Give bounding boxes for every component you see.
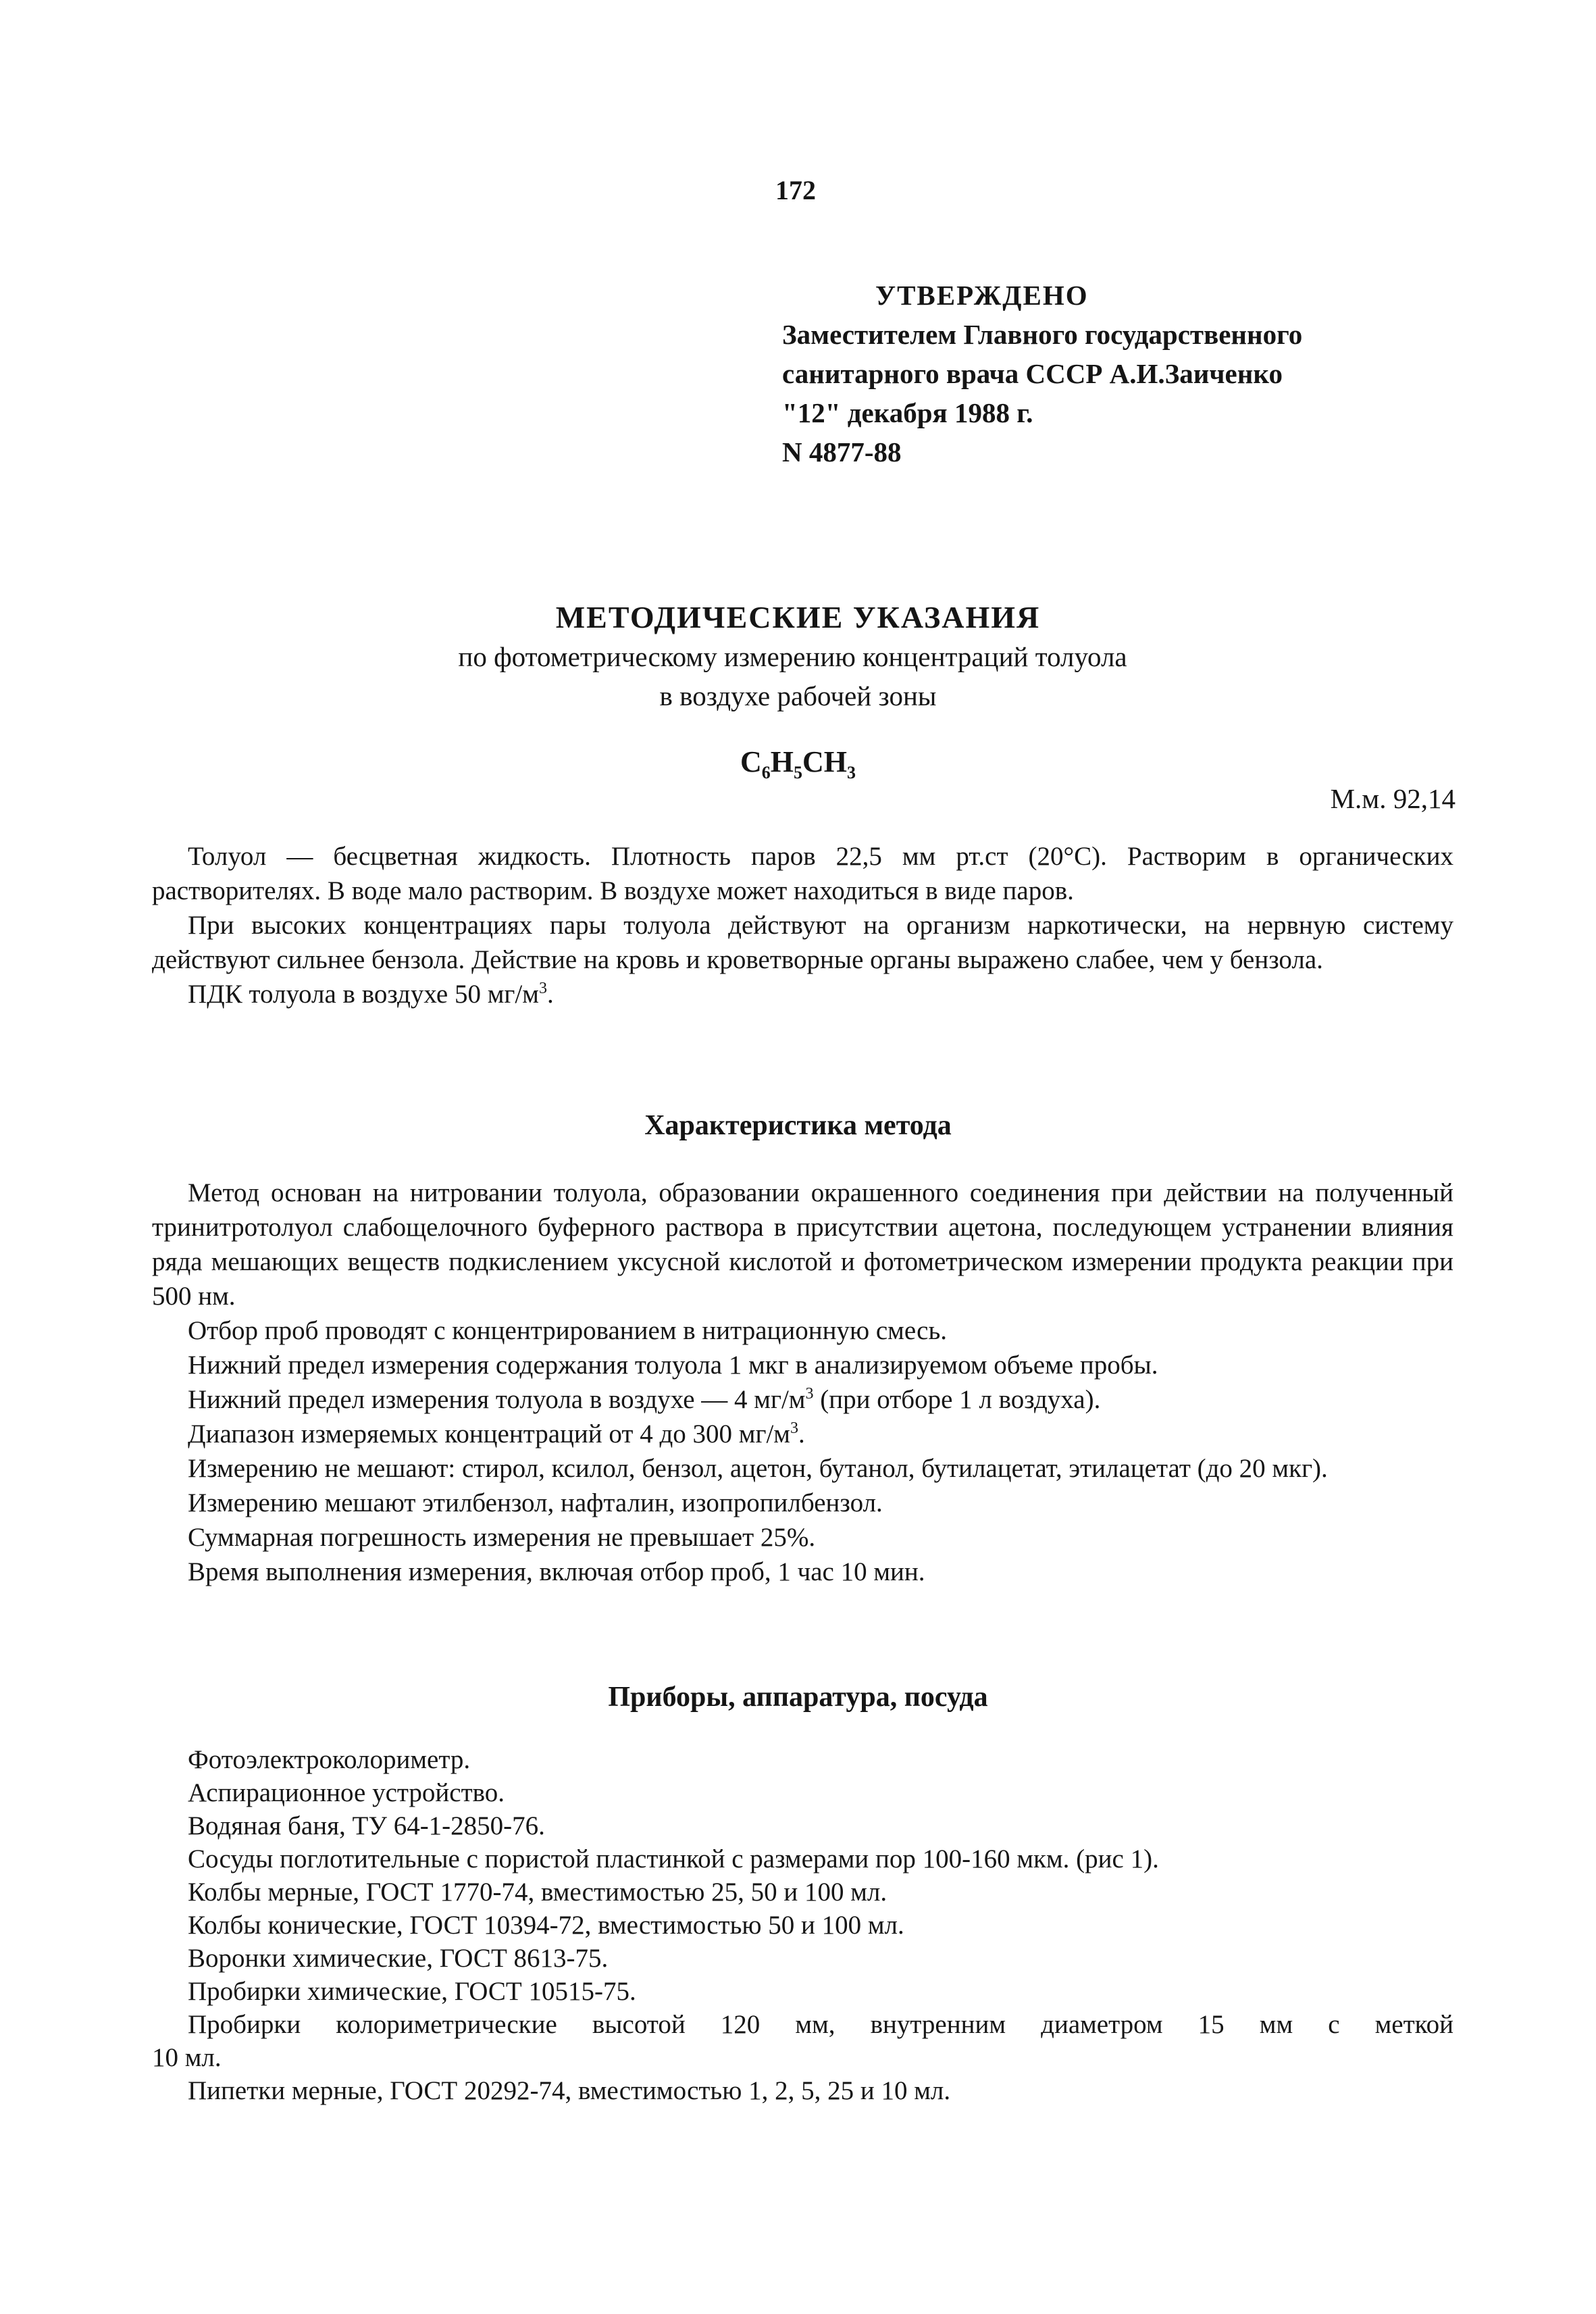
approval-line: санитарного врача СССР А.И.Заиченко bbox=[782, 358, 1283, 389]
paragraph: Время выполнения измерения, включая отбор проб, 1 час 10 мин. bbox=[188, 1557, 925, 1586]
superscript: 3 bbox=[805, 1385, 814, 1403]
list-item-continuation: 10 мл. bbox=[152, 2043, 222, 2072]
page-number: 172 bbox=[775, 175, 816, 205]
method-text bbox=[152, 1176, 1453, 1589]
text-run: . bbox=[798, 1419, 805, 1449]
section-heading: Характеристика метода bbox=[644, 1110, 952, 1141]
equipment-list bbox=[152, 1743, 1453, 2107]
list-item: Пробирки колориметрические высотой 120 мм, внутренним диаметром 15 мм с меткой bbox=[188, 2010, 1453, 2039]
formula-subscript: 3 bbox=[847, 762, 856, 782]
list-item: Аспирационное устройство. bbox=[188, 1778, 505, 1807]
approval-block bbox=[782, 276, 1302, 472]
title-line: в воздухе рабочей зоны bbox=[659, 680, 937, 711]
paragraph: Измерению мешают этилбензол, нафталин, изопропилбензол. bbox=[188, 1488, 883, 1517]
list-item: Колбы мерные, ГОСТ 1770-74, вместимостью 25, 50 и 100 мл. bbox=[188, 1878, 887, 1907]
list-item: Колбы конические, ГОСТ 10394-72, вместимостью 50 и 100 мл. bbox=[188, 1911, 904, 1940]
text-run: Нижний предел измерения толуола в воздухе — 4 мг/м bbox=[188, 1385, 806, 1414]
list-item: Пипетки мерные, ГОСТ 20292-74, вместимостью 1, 2, 5, 25 и 10 мл. bbox=[188, 2076, 951, 2105]
paragraph: Суммарная погрешность измерения не превышает 25%. bbox=[188, 1523, 816, 1552]
paragraph: Измерению не мешают: стирол, ксилол, бензол, ацетон, бутанол, бутилацетат, этилацетат (до 20 мкг). bbox=[188, 1454, 1328, 1483]
formula-part: C bbox=[740, 745, 762, 778]
text-run: . bbox=[546, 980, 554, 1009]
list-item: Пробирки химические, ГОСТ 10515-75. bbox=[188, 1977, 636, 2006]
formula-subscript: 6 bbox=[761, 762, 771, 782]
paragraph: Нижний предел измерения содержания толуола 1 мкг в анализируемом объеме пробы. bbox=[188, 1351, 1158, 1380]
text-run: ПДК толуола в воздухе 50 мг/м bbox=[188, 980, 539, 1009]
paragraph: Метод основан на нитровании толуола, образовании окрашенного соединения при действии на полученный тринитротолуол слабощелочного буферного раствора в присутствии ацетона, последующем устранении влияния ряда мешающих веществ подкислением уксусной кислотой и фотометрическом измерении продукта реакции при 500 нм. bbox=[152, 1178, 1453, 1311]
paragraph bbox=[152, 1382, 1453, 1417]
formula-subscript: 5 bbox=[794, 762, 802, 782]
paragraph bbox=[152, 1417, 1453, 1451]
document-title bbox=[0, 598, 1596, 715]
title-line: по фотометрическому измерению концентраций толуола bbox=[458, 641, 1127, 672]
paragraph: Толуол — бесцветная жидкость. Плотность паров 22,5 мм рт.ст (20°С). Растворим в органических растворителях. В воде мало растворим. В воздухе может находиться в виде паров. bbox=[152, 842, 1453, 905]
paragraph: При высоких концентрациях пары толуола действуют на организм наркотически, на нервную систему действуют сильнее бензола. Действие на кровь и кроветворные органы выражено слабее, чем у бензола. bbox=[152, 911, 1453, 974]
approval-date: "12" декабря 1988 г. bbox=[782, 397, 1033, 428]
list-item: Воронки химические, ГОСТ 8613-75. bbox=[188, 1944, 609, 1973]
text-run: Диапазон измеряемых концентраций от 4 до 300 мг/м bbox=[188, 1419, 790, 1449]
section-heading: Приборы, аппаратура, посуда bbox=[608, 1682, 988, 1713]
chemical-formula bbox=[0, 745, 1596, 783]
list-item: Сосуды поглотительные с пористой пластинкой с размерами пор 100-160 мкм. (рис 1). bbox=[188, 1844, 1159, 1873]
paragraph: Отбор проб проводят с концентрированием в нитрационную смесь. bbox=[188, 1316, 947, 1345]
text-run: (при отборе 1 л воздуха). bbox=[813, 1385, 1101, 1414]
title-main: МЕТОДИЧЕСКИЕ УКАЗАНИЯ bbox=[555, 600, 1041, 634]
molar-mass: М.м. 92,14 bbox=[1330, 783, 1456, 814]
superscript: 3 bbox=[538, 980, 547, 997]
approval-line: Заместителем Главного государственного bbox=[782, 319, 1303, 350]
superscript: 3 bbox=[790, 1419, 798, 1437]
formula-part: CH bbox=[802, 745, 847, 778]
approval-heading: УТВЕРЖДЕНО bbox=[875, 280, 1089, 311]
intro-text bbox=[152, 839, 1453, 1011]
formula-part: H bbox=[770, 745, 794, 778]
list-item: Водяная баня, ТУ 64-1-2850-76. bbox=[188, 1811, 545, 1840]
paragraph bbox=[152, 977, 1453, 1011]
list-item: Фотоэлектроколориметр. bbox=[188, 1745, 471, 1774]
approval-number: N 4877-88 bbox=[782, 436, 902, 468]
